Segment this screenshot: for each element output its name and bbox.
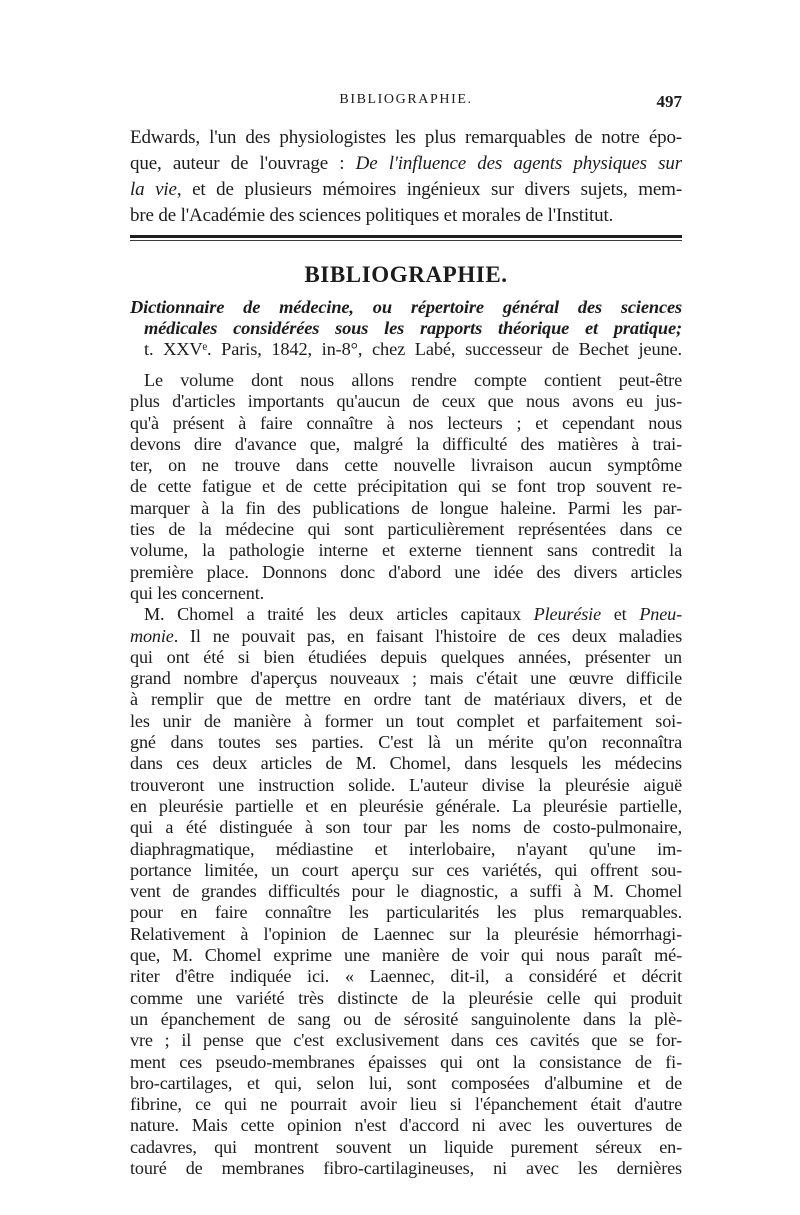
citation-line: t. XXVᵉ. Paris, 1842, in-8°, chez Labé, successeur de Bechet jeune. (144, 339, 682, 359)
review-body (130, 370, 682, 1179)
separator-rule-thin (130, 240, 682, 241)
running-title: BIBLIOGRAPHIE. (339, 92, 473, 107)
citation-line: Dictionnaire de médecine, ou répertoire général des sciences (130, 297, 682, 317)
text-line: plus d'articles importants qu'aucun de ceux que nous avons eu jus- (130, 391, 682, 412)
text-line: un épanchement de sang ou de sérosité sanguinolente dans la plè- (130, 1008, 682, 1029)
section-heading: BIBLIOGRAPHIE. (304, 262, 508, 287)
text-line: ter, on ne trouve dans cette nouvelle livraison aucun symptôme (130, 455, 682, 476)
text-line: comme une variété très distincte de la pleurésie celle qui produit (130, 987, 682, 1008)
text-line: les unir de manière à former un tout complet et parfaitement soi- (130, 710, 682, 731)
carry-over-paragraph (130, 125, 682, 229)
text-line: nature. Mais cette opinion n'est d'accord ni avec les ouvertures de (130, 1115, 682, 1136)
text-line: Le volume dont nous allons rendre compte contient peut-être (144, 370, 682, 390)
text-line: qu'à présent à faire connaître à nos lecteurs ; et cependant nous (130, 412, 682, 433)
article-title: Pleurésie (533, 604, 601, 625)
text-line: qui a été distinguée à son tour par les noms de costo-pulmonaire, (130, 817, 682, 838)
text-line: M. Chomel a traité les deux articles capitaux Pleurésie et Pneu- (144, 604, 682, 625)
text-line: ment ces pseudo-membranes épaisses qui ont la consistance de fi- (130, 1051, 682, 1072)
work-title: De l'influence des agents physiques sur (355, 153, 682, 174)
text-line (130, 151, 682, 177)
section-separator (130, 235, 682, 243)
text-line: Edwards, l'un des physiologistes les plus remarquables de notre épo- (130, 127, 682, 148)
running-head (130, 92, 682, 120)
text-line: volume, la pathologie interne et externe tiennent sans contredit la (130, 540, 682, 561)
text-line: bre de l'Académie des sciences politiques et morales de l'Institut. (130, 205, 614, 226)
text-line: la vie, et de plusieurs mémoires ingénieux sur divers sujets, mem- (130, 179, 682, 200)
text-line: fibrine, ce qui ne pourrait avoir lieu si l'épanchement était d'autre (130, 1094, 682, 1115)
text-line: monie. Il ne pouvait pas, en faisant l'histoire de ces deux maladies (130, 625, 682, 646)
text-line: que, M. Chomel exprime une manière de voir qui nous paraît mé- (130, 945, 682, 966)
text-line: gné dans toutes ses parties. C'est là un mérite qu'on reconnaîtra (130, 732, 682, 753)
text-line: pour en faire connaître les particularités les plus remarquables. (130, 902, 682, 923)
text-line: vre ; il pense que c'est exclusivement dans ces cavités que se for- (130, 1030, 682, 1051)
text-line: de cette fatigue et de cette précipitation qui se font trop souvent re- (130, 476, 682, 497)
text-line: à remplir que de mettre en ordre tant de matériaux divers, et de (130, 689, 682, 710)
text-line: portance limitée, un court aperçu sur ces variétés, qui offrent sou- (130, 859, 682, 880)
page-number: 497 (656, 92, 682, 111)
text-line: Relativement à l'opinion de Laennec sur la pleurésie hémorrhagi- (130, 923, 682, 944)
citation-line: médicales considérées sous les rapports théorique et pratique; (144, 318, 682, 338)
text-line: qui les concernent. (130, 582, 265, 603)
article-title: monie (130, 625, 174, 646)
text-line-start: que, auteur de l'ouvrage : (130, 153, 356, 174)
text-line: première place. Donnons donc d'abord une idée des divers articles (130, 561, 682, 582)
text-line: grand nombre d'aperçus nouveaux ; mais c'était une œuvre difficile (130, 668, 682, 689)
book-citation (130, 297, 682, 360)
text-line: touré de membranes fibro-cartilagineuses, ni avec les dernières (130, 1157, 682, 1178)
text-line: bro-cartilages, et qui, selon lui, sont composées d'albumine et de (130, 1072, 682, 1093)
separator-rule-thick (130, 235, 682, 238)
text-line: trouveront une instruction solide. L'auteur divise la pleurésie aiguë (130, 774, 682, 795)
text-line: devons dire d'avance que, malgré la difficulté des matières à trai- (130, 433, 682, 454)
text-line: marquer à la fin des publications de longue haleine. Parmi les par- (130, 497, 682, 518)
text-line: diaphragmatique, médiastine et interlobaire, n'ayant qu'une im- (130, 838, 682, 859)
text-line: cadavres, qui montrent souvent un liquide purement séreux en- (130, 1136, 682, 1157)
text-line: vent de grandes difficultés pour le diagnostic, a suffi à M. Chomel (130, 881, 682, 902)
text-line: qui ont été si bien étudiées depuis quelques années, présenter un (130, 646, 682, 667)
text-line: en pleurésie partielle et en pleurésie générale. La pleurésie partielle, (130, 795, 682, 816)
work-title-continuation: la vie (130, 179, 177, 200)
article-title: Pneu- (639, 604, 682, 625)
text-line: dans ces deux articles de M. Chomel, dans lesquels les médecins (130, 753, 682, 774)
text-line: ties de la médecine qui sont particulièrement représentées dans ce (130, 519, 682, 540)
text-line: riter d'être indiquée ici. « Laennec, dit-il, a considéré et décrit (130, 966, 682, 987)
